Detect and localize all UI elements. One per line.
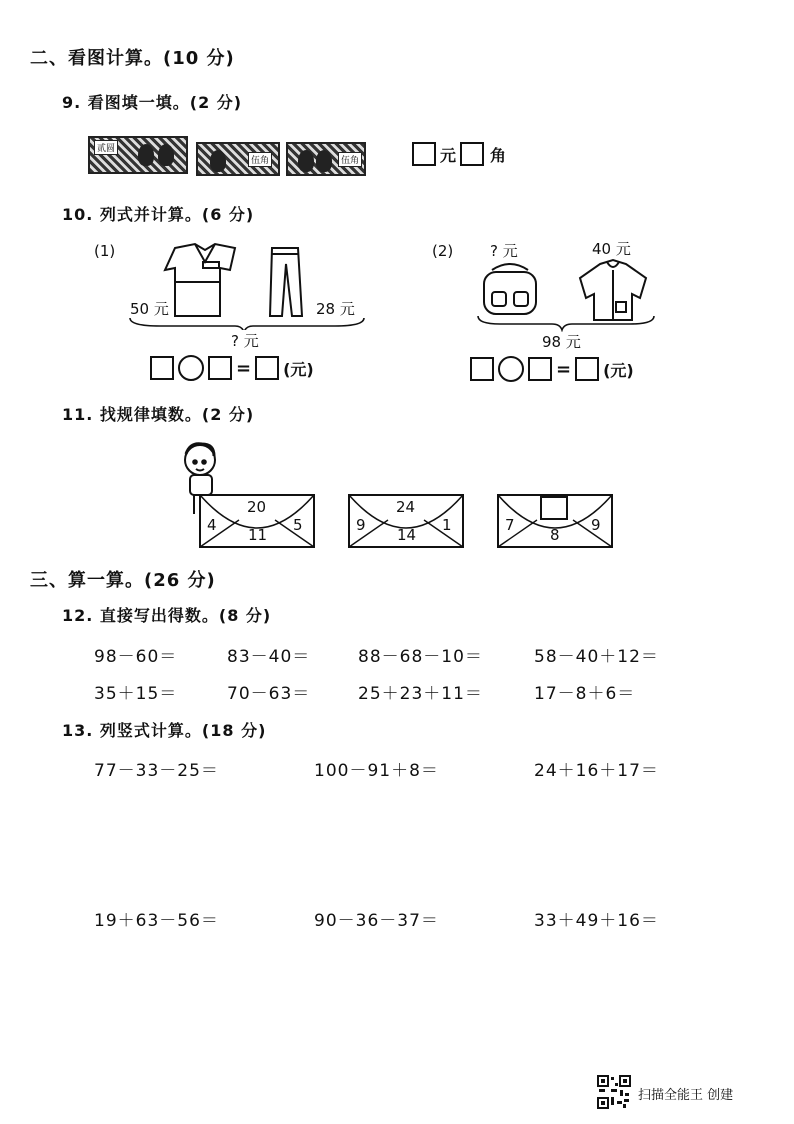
qr-code-icon [597,1075,631,1109]
q13-item: 33＋49＋16＝ [534,911,659,931]
q12-item: 58－40＋12＝ [534,647,659,667]
pants-price: 28 元 [316,300,355,318]
unit-label: (元) [603,360,634,380]
section3-title: 三、算一算。(26 分) [30,570,216,591]
envelope-right-number: 1 [442,516,452,534]
q12-item: 70－63＝ [227,684,311,704]
p1-equation [150,355,314,381]
portrait-icon [298,150,314,172]
q9-answer [412,142,506,166]
coat-icon [580,260,646,320]
shirt-price: 50 元 [130,300,169,318]
portrait-icon [158,144,174,166]
jiao-label: 角 [490,145,507,165]
envelope-3 [497,494,613,548]
answer-box[interactable] [528,357,552,381]
answer-box-jiao[interactable] [460,142,484,166]
brace [130,318,364,330]
portrait-icon [316,150,332,172]
q10-part1-label: (1) [94,242,116,260]
pants-icon [270,248,302,316]
q12-item: 98－60＝ [94,647,178,667]
bag-price: ? 元 [490,242,518,260]
equals-sign: = [236,357,252,379]
brace [478,316,654,330]
coat-price: 40 元 [592,240,631,258]
q10-part2-label: (2) [432,242,454,260]
q10-title: 10. 列式并计算。(6 分) [62,205,255,224]
answer-box[interactable] [575,357,599,381]
q13-title: 13. 列竖式计算。(18 分) [62,721,267,740]
operator-circle[interactable] [178,355,204,381]
shirt-icon [165,244,235,316]
banknote-tag: 伍角 [338,152,362,167]
footer-watermark-text: 扫描全能王 创建 [638,1088,734,1103]
envelope-bottom-number: 8 [550,526,560,544]
banknote-5-jiao-2 [286,142,366,176]
q13-item: 90－36－37＝ [314,911,439,931]
answer-box[interactable] [208,356,232,380]
q11-title: 11. 找规律填数。(2 分) [62,405,255,424]
envelope-left-number: 7 [505,516,515,534]
backpack-icon [484,264,536,314]
answer-box[interactable] [150,356,174,380]
unit-label: (元) [283,359,314,379]
p2-total: 98 元 [542,333,581,351]
envelope-top-number: 20 [247,498,267,516]
q13-item: 100－91＋8＝ [314,761,439,781]
portrait-icon [210,150,226,172]
answer-box[interactable] [255,356,279,380]
envelope-bottom-number: 14 [397,526,417,544]
q12-item: 83－40＝ [227,647,311,667]
banknote-2-yuan [88,136,188,174]
envelope-left-number: 4 [207,516,217,534]
banknote-tag: 伍角 [248,152,272,167]
banknote-5-jiao-1 [196,142,280,176]
q12-item: 35＋15＝ [94,684,178,704]
bag-and-coat-illustration [470,258,660,332]
q12-item: 88－68－10＝ [358,647,483,667]
answer-box-yuan[interactable] [412,142,436,166]
answer-box[interactable] [470,357,494,381]
q13-item: 24＋16＋17＝ [534,761,659,781]
q9-title: 9. 看图填一填。(2 分) [62,93,243,112]
envelope-left-number: 9 [356,516,366,534]
envelope-top-number: 24 [396,498,416,516]
q12-item: 17－8＋6＝ [534,684,636,704]
envelope-2 [348,494,464,548]
q12-item: 25＋23＋11＝ [358,684,483,704]
yuan-label: 元 [440,145,457,165]
section2-title: 二、看图计算。(10 分) [30,48,235,69]
envelope-1 [199,494,315,548]
portrait-icon [138,144,154,166]
envelope-bottom-number: 11 [248,526,268,544]
q13-item: 19＋63－56＝ [94,911,219,931]
operator-circle[interactable] [498,356,524,382]
envelope-right-number: 5 [293,516,303,534]
banknote-tag: 贰圆 [94,140,118,155]
equals-sign: = [556,358,572,380]
p2-equation [470,356,634,382]
envelope-right-number: 9 [591,516,601,534]
q12-title: 12. 直接写出得数。(8 分) [62,606,272,625]
q13-item: 77－33－25＝ [94,761,219,781]
p1-total: ? 元 [231,332,259,350]
